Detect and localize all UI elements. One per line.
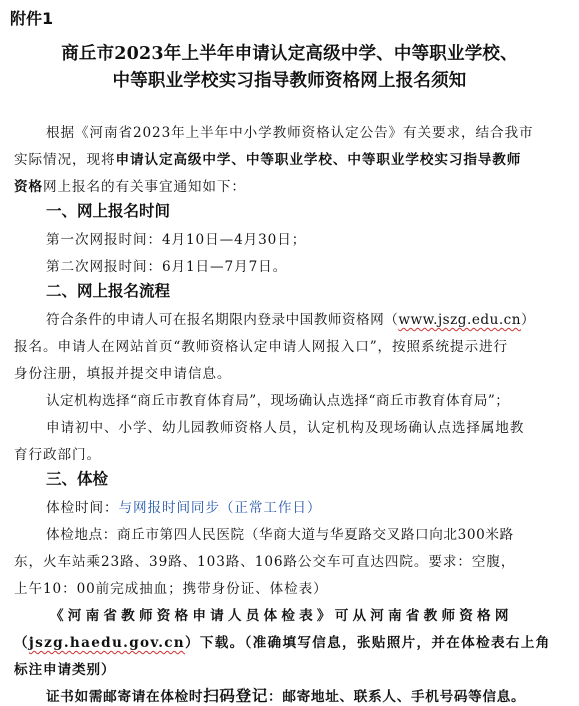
intro-line-3-text: 网上报名的有关事宜通知如下： — [43, 179, 246, 195]
process-line-2: 报名。申请人在网站首页“教师资格认定申请人网报入口”，按照系统提示进行 — [14, 339, 508, 355]
exam-place-line-1: 体检地点：商丘市第四人民医院（华商大道与华夏路交叉路口向北300米路 — [46, 527, 514, 543]
process-line-3: 身份注册，填报并提交申请信息。 — [14, 366, 232, 382]
other-applicants-line-2: 育行政部门。 — [14, 447, 101, 463]
haedu-website-link[interactable]: jszg.haedu.gov.cn — [28, 635, 185, 651]
other-applicants-line-1: 申请初中、小学、幼儿园教师资格人员，认定机构及现场确认点选择属地教 — [46, 420, 525, 436]
process-line-1 — [46, 308, 535, 328]
exam-time-label: 体检时间： — [46, 500, 119, 516]
jszg-website-link[interactable]: www.jszg.edu.cn — [398, 312, 522, 328]
exam-form-open: （ — [14, 635, 29, 651]
certificate-note-text: 证书如需邮寄请在体检时 — [46, 689, 204, 705]
first-registration-period: 第一次网报时间：4月10日—4月30日； — [46, 232, 307, 248]
title-line-1: 商丘市2023年上半年申请认定高级中学、中等职业学校、 — [61, 44, 518, 64]
exam-time — [46, 496, 321, 516]
second-registration-period: 第二次网报时间：6月1日—7月7日。 — [46, 259, 288, 275]
exam-form-line-2-text: ）下载。（准确填写信息，张贴照片，并在体检表右上角 — [185, 635, 551, 651]
exam-time-value: 与网报时间同步（正常工作日） — [118, 500, 322, 516]
intro-line-3 — [14, 175, 246, 195]
section-3-heading: 三、体检 — [46, 470, 109, 488]
title-line-2: 中等职业学校实习指导教师资格网上报名须知 — [112, 71, 467, 91]
certification-body-line: 认定机构选择“商丘市教育体育局”，现场确认点选择“商丘市教育体育局”； — [46, 393, 510, 409]
exam-place-line-2: 东，火车站乘23路、39路、103路、106路公交车可直达四院。要求：空腹， — [14, 554, 516, 570]
process-line-1-close: ） — [521, 312, 536, 328]
exam-form-line-3: 标注申请类别） — [14, 662, 116, 678]
intro-line-1: 根据《河南省2023年上半年中小学教师资格认定公告》有关要求，结合我市 — [46, 125, 534, 141]
certificate-mailing-note — [46, 684, 525, 706]
attachment-label: 附件1 — [10, 9, 54, 28]
exam-form-line-2 — [14, 631, 551, 651]
section-2-heading: 二、网上报名流程 — [46, 282, 171, 300]
certificate-note-details: ：邮寄地址、联系人、手机号码等信息。 — [268, 689, 526, 705]
process-line-1-text: 符合条件的申请人可在报名期限内登录中国教师资格网（ — [46, 312, 399, 328]
intro-line-2 — [14, 148, 521, 168]
section-1-heading: 一、网上报名时间 — [46, 202, 171, 220]
intro-line-3-bold: 资格 — [14, 179, 43, 195]
exam-form-line-1: 《河南省教师资格申请人员体检表》可从河南省教师资格网 — [50, 608, 513, 624]
intro-line-2-bold: 申请认定高级中学、中等职业学校、中等职业学校实习指导教师 — [115, 152, 522, 168]
intro-line-2-text: 实际情况，现将 — [14, 152, 116, 168]
certificate-note-emphasis: 扫码登记 — [203, 686, 269, 705]
exam-place-line-3: 上午10：00前完成抽血；携带身份证、体检表） — [14, 581, 328, 597]
